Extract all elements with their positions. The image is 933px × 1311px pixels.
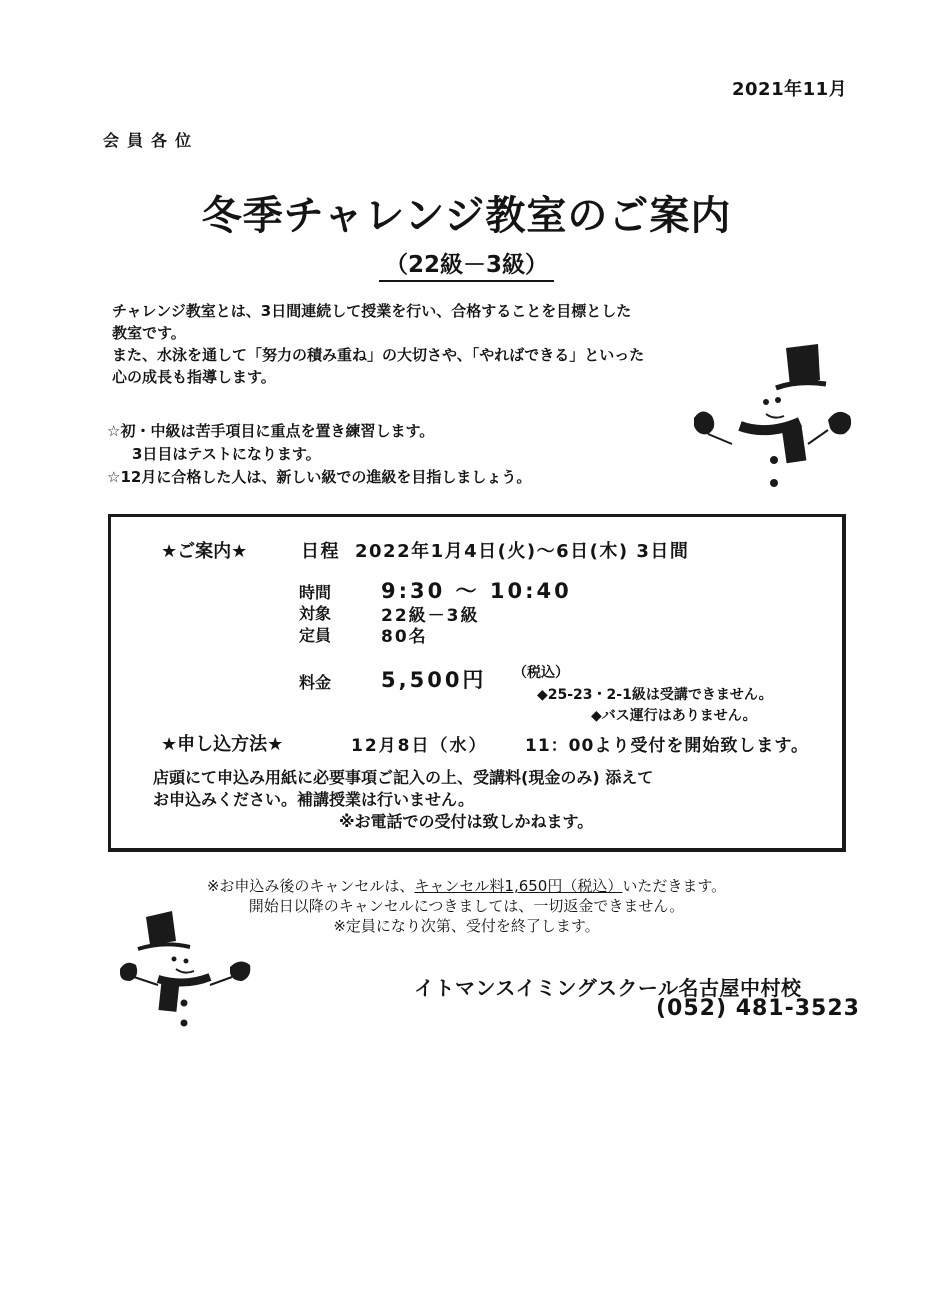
cancel-line: ※定員になり次第、受付を終了します。	[333, 917, 600, 935]
intro-line: 心の成長も指導します。	[112, 368, 276, 386]
schedule-value: 2022年1月4日(火)～6日(木) 3日間	[355, 541, 690, 562]
snowman-large-icon	[688, 340, 858, 500]
fee-value: 5,500円	[381, 668, 487, 692]
time-label: 時間	[299, 583, 332, 602]
capacity-label: 定員	[299, 626, 332, 645]
page-subtitle	[0, 246, 933, 279]
phone-note: ※お電話での受付は致しかねます。	[339, 812, 594, 831]
cancel-text: いただきます。	[622, 877, 727, 895]
cancel-line	[0, 876, 933, 896]
snowman-small-icon	[112, 905, 262, 1030]
intro-line: チャレンジ教室とは、3日間連続して授業を行い、合格することを目標とした	[112, 302, 632, 320]
notes	[107, 420, 531, 489]
school-name: イトマンスイミングスクール名古屋中村校	[414, 976, 802, 1000]
subtitle-text: （22級－3級）	[379, 252, 554, 282]
page-title: 冬季チャレンジ教室のご案内	[201, 193, 732, 239]
intro-paragraph	[112, 300, 644, 388]
info-box	[108, 514, 846, 852]
target-value: 22級－3級	[381, 606, 480, 626]
intro-line: 教室です。	[112, 324, 186, 342]
fee-tax: （税込）	[513, 665, 569, 681]
apply-date: 12月8日（水）	[351, 736, 488, 756]
fee-note-bus: ◆バス運行はありません。	[591, 708, 757, 724]
capacity-value: 80名	[381, 627, 428, 647]
school-phone: (052) 481-3523	[656, 996, 860, 1021]
intro-line: また、水泳を通して「努力の積み重ね」の大切さや、「やればできる」といった	[112, 346, 645, 364]
target-label: 対象	[299, 604, 332, 623]
salutation: 会員各位	[103, 131, 200, 150]
apply-instructions: 店頭にて申込み用紙に必要事項ご記入の上、受講料(現金のみ) 添えて	[153, 768, 654, 787]
apply-time: 11：00より受付を開始致します。	[525, 736, 809, 756]
schedule-label: 日程	[301, 541, 340, 562]
cancel-line: 開始日以降のキャンセルにつきましては、一切返金できません。	[248, 897, 685, 915]
fee-note-grades: ◆25-23・2-1級は受講できません。	[537, 687, 773, 703]
time-value: 9:30 ～ 10:40	[381, 579, 572, 603]
note-line: 3日目はテストになります。	[132, 445, 321, 463]
cancel-fee: キャンセル料1,650円（税込）	[414, 877, 623, 895]
note-line: ☆初・中級は苦手項目に重点を置き練習します。	[107, 422, 435, 440]
note-line: ☆12月に合格した人は、新しい級での進級を目指しましょう。	[107, 468, 532, 486]
apply-instructions: お申込みください。補講授業は行いません。	[153, 790, 474, 809]
info-heading: ★ご案内★	[161, 541, 248, 562]
cancel-text: ※お申込み後のキャンセルは、	[206, 877, 415, 895]
issue-date: 2021年11月	[732, 79, 848, 100]
fee-label: 料金	[299, 673, 332, 692]
apply-heading: ★申し込方法★	[161, 734, 284, 755]
